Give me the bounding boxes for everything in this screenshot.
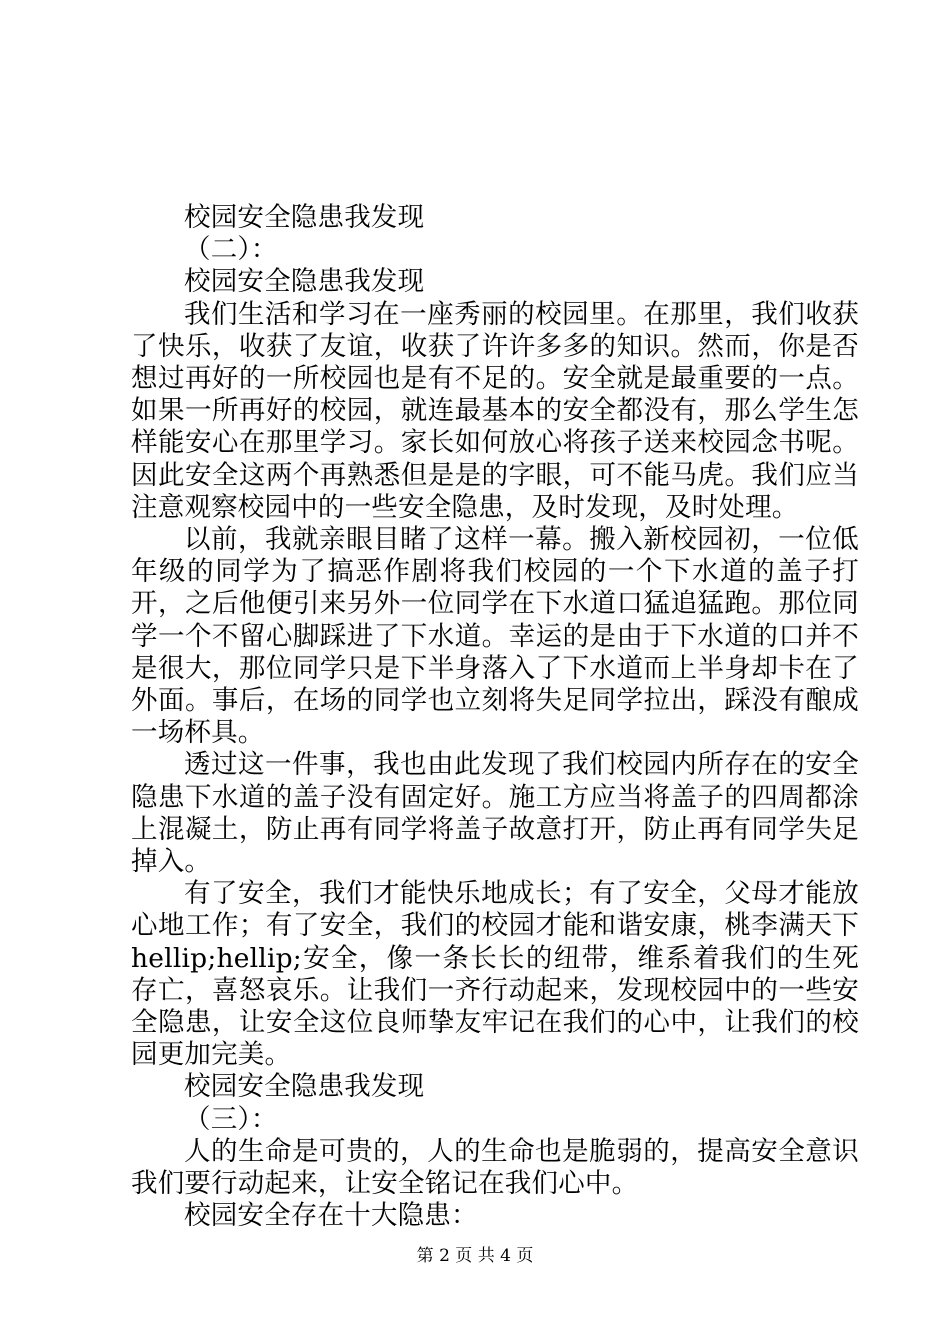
section-title: 校园安全隐患我发现	[184, 202, 425, 233]
section-title: 校园安全隐患我发现	[184, 266, 425, 298]
body-paragraph: 有了安全，我们才能快乐地成长；有了安全，父母才能放心地工作；有了安全，我们的校园才能和谐安康，桃李满天下hellip;hellip;安全，像一条长长的纽带，维系着我们的生死存亡，喜怒哀乐。让我们一齐行动起来，发现校园中的一些安全隐患，让安全这位良师挚友牢记在我们的心中，让我们的校园更加完美。	[131, 878, 859, 1071]
section-number: （三）：	[184, 1103, 278, 1135]
section-number: （二）：	[184, 234, 278, 266]
body-paragraph: 人的生命是可贵的，人的生命也是脆弱的，提高安全意识我们要行动起来，让安全铭记在我们心中。	[131, 1135, 859, 1200]
body-paragraph: 我们生活和学习在一座秀丽的校园里。在那里，我们收获了快乐，收获了友谊，收获了许许多多的知识。然而，你是否想过再好的一所校园也是有不足的。安全就是最重要的一点。如果一所再好的校园，就连最基本的安全都没有，那么学生怎样能安心在那里学习。家长如何放心将孩子送来校园念书呢。因此安全这两个再熟悉但是是的字眼，可不能马虎。我们应当注意观察校园中的一些安全隐患，及时发现，及时处理。	[131, 298, 859, 523]
page-footer: 第 2 页 共 4 页	[416, 1246, 534, 1266]
document-body	[131, 202, 859, 1233]
section-title: 校园安全隐患我发现	[184, 1071, 425, 1103]
body-paragraph: 以前，我就亲眼目睹了这样一幕。搬入新校园初，一位低年级的同学为了搞恶作剧将我们校园的一个下水道的盖子打开，之后他便引来另外一位同学在下水道口猛追猛跑。那位同学一个不留心脚踩进了下水道。幸运的是由于下水道的口并不是很大，那位同学只是下半身落入了下水道而上半身却卡在了外面。事后，在场的同学也立刻将失足同学拉出，踩没有酿成一场杯具。	[131, 524, 859, 749]
body-paragraph: 校园安全存在十大隐患：	[184, 1200, 478, 1232]
body-paragraph: 透过这一件事，我也由此发现了我们校园内所存在的安全隐患下水道的盖子没有固定好。施工方应当将盖子的四周都涂上混凝土，防止再有同学将盖子故意打开，防止再有同学失足掉入。	[131, 749, 859, 878]
